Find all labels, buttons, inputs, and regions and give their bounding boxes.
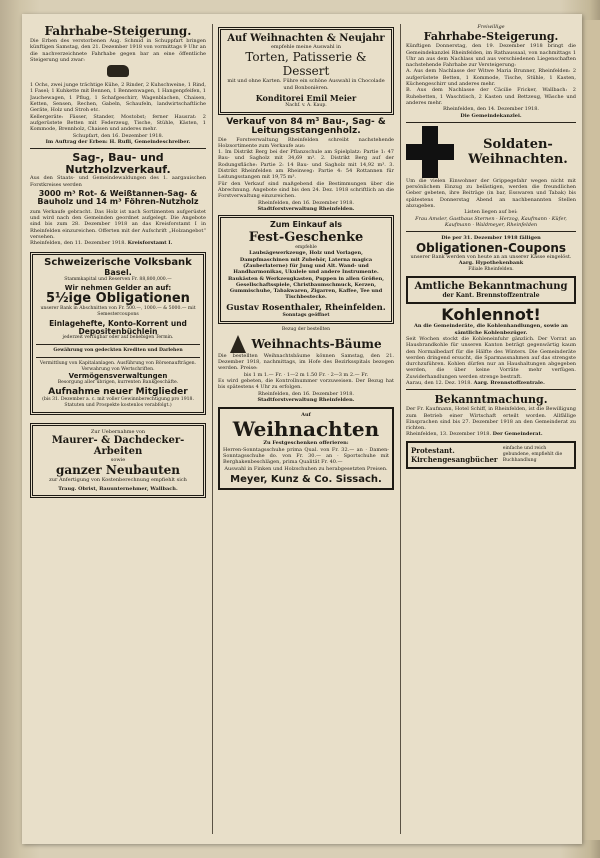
- ad-note: zur Anfertigung von Kostenberechnung empfiehlt sich: [49, 477, 187, 484]
- ad-kohlennot: [406, 304, 576, 387]
- ad-note: jederzeit verfügbar oder auf beliebigen Termin.: [62, 335, 174, 341]
- ad-date: Rheinfelden, den 14. Dezember 1918.: [443, 106, 539, 113]
- ad-body: Für den Verkauf sind maßgebend die Bestimmungen über die Abrechnung. Angebote sind bis den 24. Dez. 1918 schriftlich an die Forstverwaltung einzureichen.: [218, 180, 394, 200]
- ad-note: Sonntags geöffnet: [282, 312, 330, 318]
- ad-body: Um die vielen Einwohner der Grippegefahr wegen nicht mit persönlichem Einzug zu belästigen, werden die freundlichen Geber gebeten, ihre Beiträge (in bar, Esswaren und Tabak) bis spätestens Donnerstag Abend an nachbenannten Stellen abzugeben.: [406, 177, 576, 210]
- ad-highlight: ganzer Neubauten: [56, 463, 180, 478]
- ad-note: Nachf. v. A. Kaup.: [285, 102, 327, 108]
- ad-signature: Traug. Obrist, Bauunternehmer, Wallbach.: [58, 485, 178, 492]
- ad-body: Die Forstverwaltung Rheinfelden schreibt nachstehende Holzsortimente zum Verkaufe aus:: [218, 136, 394, 149]
- ad-date: Rheinfelden, den 16. Dezember 1918.: [258, 199, 354, 206]
- ad-kicker: Freiwillige: [477, 24, 505, 30]
- ad-body: Seit Wochen stockt die Kohleneinfuhr gänzlich. Der Vorrat an Hausbrandkohle für unseren Kanton beträgt gegenwärtig kaum den Normalbedarf für die Hälfte des Winters. Die Gemeinderäte werden dringend ersucht, die Sparmassnahmen auf das strengste durchzuführen. Kohlen dürfen nur an Haushaltungen abgegeben werden, die über keine Vorräte mehr verfügen. Zuwiderhandlungen werden strenge bestraft.: [406, 335, 576, 380]
- ad-body: Aus den Staats- und Gemeindewaldungen des 1. aargauischen Forstkreises werden: [30, 175, 206, 188]
- ad-note: Auswahl in Finken und Holzschuhen zu herabgesetzten Preisen.: [224, 465, 388, 472]
- ad-amtliche: [406, 276, 576, 304]
- ad-highlight: Einlagehefte, Konto-Korrent und Depositenbüchlein: [49, 318, 187, 336]
- ad-title: Maurer- & Dachdecker-Arbeiten: [51, 435, 185, 458]
- ad-date: Aarau, den 12. Dez. 1918. Aarg. Brennstoffzentrale.: [406, 379, 545, 386]
- ad-signature: Aarg. Hypothekenbank: [458, 260, 524, 267]
- newspaper-page: [22, 14, 582, 844]
- column-rule: [400, 24, 401, 834]
- ad-fahrhabe-rheinfelden: [406, 24, 576, 119]
- ad-body: Die Erben des verstorbenen Aug. Schmid in Schuppfart bringen künftigen Samstag, den 21. Dezember 1918 von vormittags 9 Uhr an die nachverzeichnete Fahrhabe gegen bar an eine öffentliche Steigerung und zwar:: [30, 38, 206, 63]
- divider: [406, 389, 576, 390]
- ad-names: Frau Amsler, Gasthaus Sternen · Herzog, Kaufmann · Küfer, Kaufmann · Waldmeyer, Rheinfelden: [415, 215, 567, 228]
- ad-note: Besorgung aller übrigen, kurrenten Bankgeschäfte.: [57, 379, 179, 385]
- divider: [406, 231, 576, 232]
- ad-body: Laubsägewerkzeuge, Holz und Vorlagen, Dampfmaschinen mit Zubehör, Laterna magica (Zauberlaterne) für Jung und Alt. Wand- und Handharmonikas, Ukulele und andere Instrumente. Baukästen & Werkzeugkasten, Puppen in allen Größen, Gesellschaftsspiele, Christbaumschmuck, Kerzen, Gummischuhe, Tabakwaren, Zigarren, Kaffee, Tee und Tischbestecke.: [228, 250, 384, 301]
- ad-holzverkauf-84: [218, 118, 394, 212]
- ad-signature: Meyer, Kunz & Co. Sissach.: [230, 473, 382, 485]
- ad-title: Fahrhabe-Steigerung.: [44, 24, 192, 38]
- ad-note: Vermittlung von Kapitalanlagen. Ausführung von Börsenaufträgen. Verwahrung von Wertschriften.: [39, 361, 197, 372]
- christmas-tree-icon: [230, 335, 246, 353]
- ad-obrist: [30, 423, 206, 498]
- ad-signature: Konditorei Emil Meier: [255, 92, 357, 103]
- ad-note: einfache und reich gebundene, empfiehlt die Buchhandlung: [502, 446, 563, 463]
- ad-body: Die bestellten Weihnachtsbäume können Samstag, den 21. Dezember 1918, nachmittags, im Hofe des Bezirksspitals bezogen werden. Preise:: [218, 352, 394, 372]
- ad-note: (bis 31. Dezember a. c. mit voller Gewinnberechtigung pro 1918. Statuten und Prospekte kostenlos verabfolgt.): [42, 397, 194, 408]
- divider: [30, 148, 206, 149]
- ad-body: 1. Im Distrikt Berg bei der Pflanzschule am Spielplatz: Partie 1: 47 Bau- und Sagholz mit 34,69 m³. 2. Distrikt Berg auf der Rodungsfläche: Partie 2: 14 Bau- und Sagholz mit 14,92 m³. 3. Distrikt Rheinfelden am Rheinweg: Partie 4: 54 Rottannen für Leitungsstangen mit 19,75 m³.: [218, 149, 394, 181]
- ad-intro: Die per 31. Dezember 1918 fälligen: [441, 235, 541, 242]
- ad-holzverkauf: [30, 152, 206, 246]
- ad-note: Listen liegen auf bei:: [464, 209, 518, 216]
- ad-title: Sag-, Bau- und Nutzholzverkauf.: [65, 151, 171, 176]
- ad-body: zum Verkaufe gebracht. Das Holz ist nach Sortimenten aufgerüstet und wird nach den Gemeinden geordnet aufgelegt. Die Angebote sind bis zum 28. Dezember 1918 an das Kreisforstamt I in Rheinfelden einzureichen. Offerten mit der Aufschrift „Holzangebot“ versehen.: [30, 208, 206, 240]
- ad-note: Gewährung von gedeckten Krediten und Darlehen: [53, 348, 183, 354]
- ad-intro: Auf: [301, 412, 311, 419]
- ad-note: Filiale Rheinfelden.: [468, 266, 514, 272]
- ad-intro: An die Gemeinderäte, die Kohlenhandlungen, sowie an sämtliche Kohlenbezüger.: [414, 323, 568, 336]
- ad-coupons: [406, 235, 576, 272]
- ad-intro: Bezug der bestellten: [281, 327, 331, 333]
- ad-date: Rheinfelden, den 11. Dezember 1918. Kreisforstamt I.: [30, 240, 173, 247]
- ad-signature: Stadtforstverwaltung Rheinfelden.: [257, 396, 355, 403]
- ad-title: Schweizerische Volksbank: [44, 257, 192, 269]
- ad-kirchengesangbuecher: [406, 441, 576, 469]
- ad-title: Obligationen-Coupons: [415, 240, 567, 255]
- ad-note: Zu Festgeschenken offerieren:: [263, 440, 349, 447]
- ad-title: Fahrhabe-Steigerung.: [423, 30, 559, 44]
- ad-fahrhabe-schupfart: [30, 24, 206, 145]
- ad-body: Es wird gebeten, die Kontrollnummer vorzuweisen. Der Bezug hat bis spätestens 4 Uhr zu erfolgen.: [218, 377, 394, 391]
- ad-title: Weihnachten: [232, 417, 380, 442]
- ad-weihnachtsbaeume: [218, 327, 394, 403]
- divider: [36, 344, 200, 345]
- ad-highlight: Torten, Patisserie & Dessert: [245, 50, 367, 79]
- ad-body: 1 Ochs, zwei junge trächtige Kühe, 2 Rinder, 2 Kuhschweine, 1 Rind, 1 Fasel; 1 Kuhkette mit Bennen, 1 Bennenwagen, 1 Hangenpfeifen, 1 Jauchewagen, 1 Pflug, 1 Schafgeschirr, Wagenblachen, Chaisen, Ketten, Sensen, Rechen, Gabeln, Schaufeln, landwirtschaftliche Geräte, Holz und Stroh etc.: [30, 82, 206, 114]
- ad-konditorei: [218, 27, 394, 115]
- column-left: [30, 24, 206, 836]
- divider: [406, 122, 576, 123]
- ad-bekanntmachung: [406, 393, 576, 437]
- ad-signature: Stadtforstverwaltung Rheinfelden.: [257, 205, 355, 212]
- ad-title: Soldaten-Weihnachten.: [468, 136, 568, 167]
- ad-title: Verkauf von 84 m³ Bau-, Sag- & Leitungsstangenholz.: [226, 116, 386, 137]
- ad-date: Schupfart, den 16. Dezember 1918.: [72, 132, 164, 139]
- ad-highlight: 3000 m³ Rot- & Weißtannen-Sag- & Bauholz und 14 m³ Föhren-Nutzholz: [37, 188, 199, 207]
- ad-body: Herren-Sonntagsschuhe prima Qual. von Fr. 32.— an · Damen-Sonntagsschuhe do. von Fr. 30.— an · Sportschuhe mit Berghakenbeschlägen, prima Qualität Fr. 40.—: [223, 446, 389, 466]
- ad-intro: Zur Uebernahme von: [90, 428, 146, 435]
- ad-body: unserer Bank werden von heute an an unserer Kasse eingelöst.: [410, 254, 572, 261]
- ad-title: Bekanntmachung.: [434, 393, 548, 407]
- ad-body: Kellergeräte: Fässer, Stander, Mostobst; ferner Hausrat: 2 aufgerüstete Betten mit Federzeug, Tische, Stühle, Kästen, 1 Kommode, Brennholz, Chaisen und anderes mehr.: [30, 113, 206, 133]
- ad-note: unserer Bank in Abschnitten von Fr. 500.—, 1000.— & 5000.— mit Semestercoupons: [40, 306, 196, 317]
- cow-icon: [107, 65, 129, 77]
- ad-volksbank: [30, 252, 206, 414]
- ad-title: Weihnachts-Bäume: [251, 337, 382, 352]
- swiss-cross-icon: [406, 126, 454, 178]
- divider: [36, 357, 200, 358]
- ad-highlight: Aufnahme neuer Mitglieder: [48, 386, 188, 397]
- ad-signature: Im Auftrag der Erben: H. Rufli, Gemeindeschreiber.: [45, 138, 191, 145]
- ad-rosenthaler: [218, 215, 394, 324]
- ad-title: Amtliche Bekanntmachung: [414, 280, 568, 292]
- ad-intro: Wir nehmen Gelder an auf:: [64, 284, 172, 293]
- ad-city: Basel.: [104, 267, 132, 277]
- ad-note: empfehle meine Auswahl in: [270, 44, 342, 50]
- ad-capital: Stammkapital und Reserven Fr. 88,800,000.—: [64, 277, 172, 283]
- ad-date: Rheinfelden, 13. Dezember 1918. Der Gemeinderat.: [406, 431, 543, 438]
- ad-prices: bis 1 m 1.— Fr. · 1—2 m 1.50 Fr. · 2—3 m 2.— Fr.: [243, 371, 369, 378]
- ad-intro: Zum Einkauf als: [269, 220, 343, 230]
- ad-note: sowie: [110, 457, 126, 464]
- ad-signature: Gustav Rosenthaler, Rheinfelden.: [226, 302, 386, 313]
- ad-body: Der Fr. Kaufmann, Hotel Schiff, in Rheinfelden, ist die Bewilligung zum Betrieb einer Wirtschaft erteilt worden. Allfällige Einsprachen sind bis 27. Dezember 1918 an den Gemeinderat zu richten.: [406, 406, 576, 432]
- ad-title: Kohlennot!: [441, 304, 541, 324]
- ad-highlight: 5½ige Obligationen: [46, 291, 190, 307]
- ad-signature: Die Gemeindekanzlei.: [460, 112, 522, 119]
- column-middle: [218, 24, 394, 836]
- ad-note: empfehle: [295, 244, 317, 250]
- column-right: [406, 24, 576, 836]
- ad-meyer-kunz: [218, 407, 394, 490]
- page-edge: [582, 20, 600, 840]
- ad-date: Rheinfelden, den 16. Dezember 1918.: [258, 390, 354, 397]
- ad-title: Protestant. Kirchengesangbücher: [411, 445, 498, 464]
- ad-highlight: Vermögensverwaltungen: [68, 371, 168, 380]
- ad-note: mit und ohne Karten. Führe ein schöne Auswahl in Chocolade und Bonbonièren.: [227, 78, 385, 91]
- ad-body: A. Aus dem Nachlasse der Witwe Maria Brunner, Rheinfelden: 2 aufgerüstete Betten, 1 Kommode, Tische, Stühle, 1 Kasten, Küchengeschirr und anderes mehr.: [406, 68, 576, 88]
- ad-soldaten-weihnachten: [406, 126, 576, 228]
- ad-body: B. Aus dem Nachlasse der Cäcilie Fricker, Wallbach: 2 Ruhebetten, 1 Waschtisch, 2 Kasten und Bettzeug, Wäsche und anderes mehr.: [406, 87, 576, 106]
- ad-title: Fest-Geschenke: [248, 229, 364, 245]
- ad-body: Künftigen Donnerstag, den 19. Dezember 1918 bringt die Gemeindekanzlei Rheinfelden, im Rathaussaal, von nachmittags 1 Uhr an aus dem Nachlass und aus verschiedenen Liegenschaften nachstehende Fahrhabe zur Versteigerung:: [406, 43, 576, 69]
- ad-title: Auf Weihnachten & Neujahr: [227, 33, 385, 44]
- ad-note: der Kant. Brennstoffzentrale: [442, 291, 540, 299]
- column-rule: [212, 24, 213, 834]
